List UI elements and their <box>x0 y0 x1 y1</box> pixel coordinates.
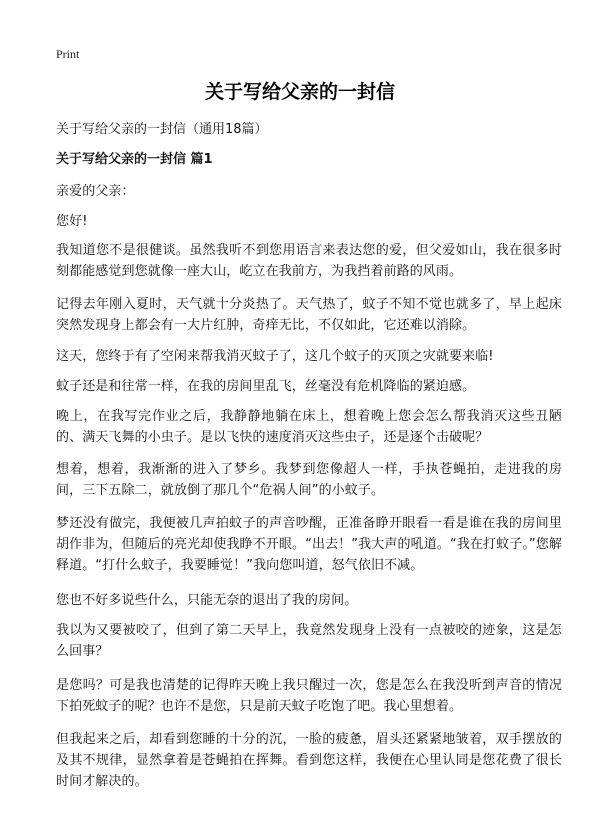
paragraph: 您也不好多说些什么，只能无奈的退出了我的房间。 <box>56 593 358 608</box>
paragraph: 这天，您终于有了空闲来帮我消灭蚊子了，这几个蚊子的灭顶之灾就要来临! <box>56 349 494 364</box>
paragraph: 梦还没有做完，我便被几声拍蚊子的声音吵醒，正准备睁开眼看一看是谁在我的房间里胡作非为，但随后的亮光却使我睁不开眼。“出去！”我大声的吼道。“我在打蚊子。”您解释道。“打什么蚊子，我要睡觉！”我向您叫道，怒气依旧不减。 <box>56 516 562 573</box>
paragraph: 我知道您不是很健谈。虽然我听不到您用语言来表达您的爱，但父爱如山，我在很多时刻都能感觉到您就像一座大山，屹立在我前方，为我挡着前路的风雨。 <box>56 243 562 279</box>
paragraph: 晚上，在我写完作业之后，我静静地躺在床上，想着晚上您会怎么帮我消灭这些丑陋的、满天飞舞的小虫子。是以飞快的速度消灭这些虫子，还是逐个击破呢？ <box>56 409 562 445</box>
page-title: 关于写给父亲的一封信 <box>204 81 395 103</box>
paragraph-greeting: 您好! <box>56 214 88 229</box>
paragraph: 蚊子还是和往常一样，在我的房间里乱飞，丝毫没有危机降临的紧迫感。 <box>56 379 476 394</box>
paragraph: 想着，想着，我渐渐的进入了梦乡。我梦到您像超人一样，手执苍蝇拍，走进我的房间，三下五除二，就放倒了那几个“危祸人间”的小蚊子。 <box>56 462 562 498</box>
paragraph: 记得去年刚入夏时，天气就十分炎热了。天气热了，蚊子不知不觉也就多了，早上起床突然发现身上都会有一大片红肿，奇痒无比，不仅如此，它还难以消除。 <box>56 297 562 333</box>
paragraph: 我以为又要被咬了，但到了第二天早上，我竟然发现身上没有一点被咬的迹象，这是怎么回事？ <box>56 623 562 659</box>
paragraph: 是您吗？可是我也清楚的记得昨天晚上我只醒过一次，您是怎么在我没听到声音的情况下拍死蚊子的呢？也许不是您，只是前天蚊子吃饱了吧。我心里想着。 <box>56 678 562 714</box>
section-heading: 关于写给父亲的一封信 篇1 <box>56 152 213 167</box>
print-link[interactable]: Print <box>56 47 80 61</box>
paragraph: 但我起来之后，却看到您睡的十分的沉，一脸的疲惫，眉头还紧紧地皱着，双手摆放的及其不规律，显然拿着是苍蝇拍在挥舞。看到您这样，我便在心里认同是您花费了很长时间才解决的。 <box>56 732 562 789</box>
paragraph-salutation: 亲爱的父亲： <box>56 184 135 199</box>
document-subtitle: 关于写给父亲的一封信（通用18篇） <box>56 122 268 137</box>
